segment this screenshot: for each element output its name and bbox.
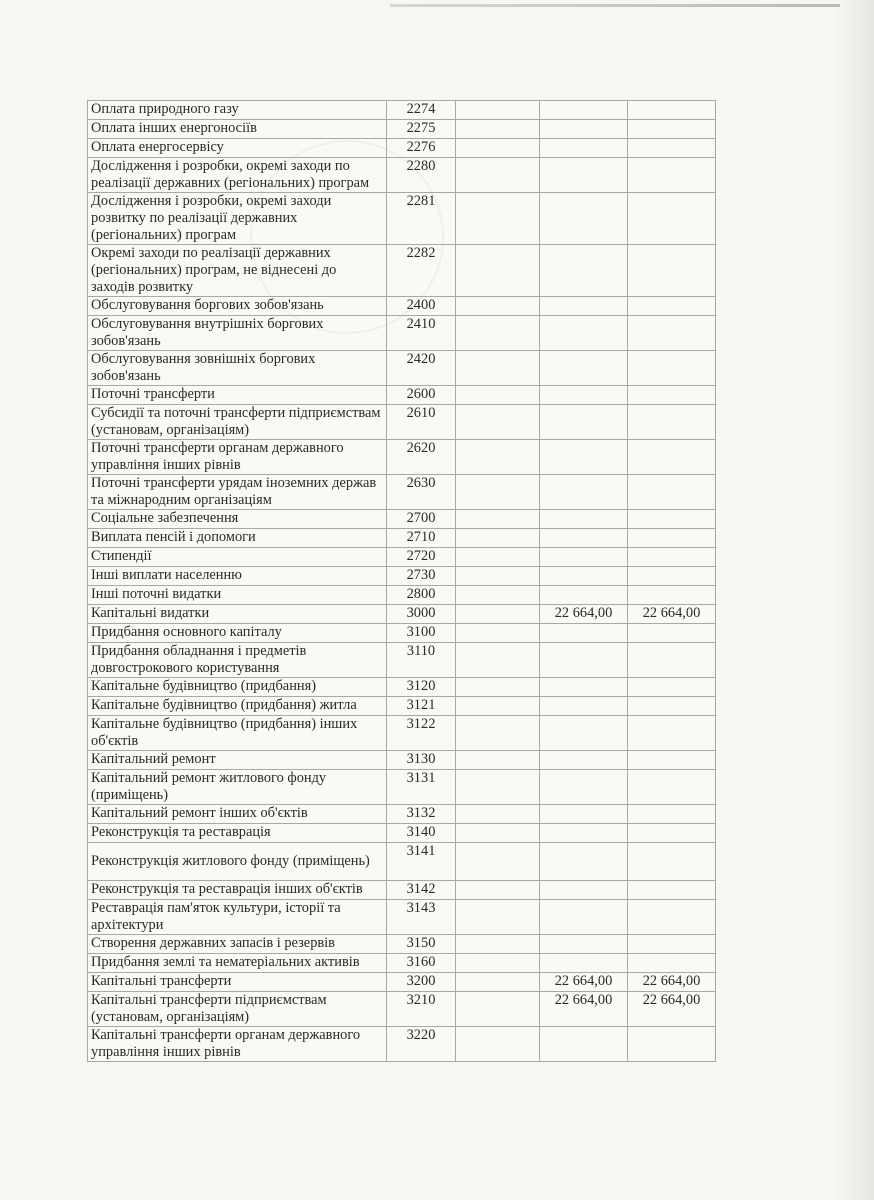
row-value-cell-3 — [628, 586, 716, 605]
row-name-cell: Придбання обладнання і предметів довгострокового користування — [88, 643, 387, 678]
row-code-cell: 2282 — [387, 245, 456, 297]
row-name-cell: Дослідження і розробки, окремі заходи по реалізації державних (регіональних) програм — [88, 158, 387, 193]
row-value-cell-2 — [540, 1027, 628, 1062]
row-value-cell-3 — [628, 881, 716, 900]
table-row — [88, 751, 716, 770]
table-row — [88, 770, 716, 805]
row-value-cell-1 — [456, 548, 540, 567]
table-row — [88, 935, 716, 954]
row-name-cell: Стипендії — [88, 548, 387, 567]
row-value-cell-2 — [540, 770, 628, 805]
row-name-cell: Обслуговування боргових зобов'язань — [88, 297, 387, 316]
row-value-cell-3 — [628, 139, 716, 158]
row-value-cell-3: 22 664,00 — [628, 992, 716, 1027]
row-name-cell: Інші поточні видатки — [88, 586, 387, 605]
table-row — [88, 900, 716, 935]
table-row — [88, 1027, 716, 1062]
row-value-cell-2: 22 664,00 — [540, 973, 628, 992]
row-name-cell: Поточні трансферти урядам іноземних держав та міжнародним організаціям — [88, 475, 387, 510]
row-value-cell-3 — [628, 475, 716, 510]
row-value-cell-2 — [540, 843, 628, 881]
row-name-cell: Придбання основного капіталу — [88, 624, 387, 643]
row-code-cell: 2276 — [387, 139, 456, 158]
table-row — [88, 843, 716, 881]
row-value-cell-1 — [456, 954, 540, 973]
table-row — [88, 297, 716, 316]
row-code-cell: 2280 — [387, 158, 456, 193]
row-value-cell-1 — [456, 386, 540, 405]
row-name-cell: Дослідження і розробки, окремі заходи розвитку по реалізації державних (регіональних) програм — [88, 193, 387, 245]
row-value-cell-1 — [456, 643, 540, 678]
table-row — [88, 567, 716, 586]
row-value-cell-3 — [628, 316, 716, 351]
table-row — [88, 954, 716, 973]
row-value-cell-2 — [540, 900, 628, 935]
row-value-cell-2 — [540, 678, 628, 697]
row-code-cell: 2720 — [387, 548, 456, 567]
table-row — [88, 120, 716, 139]
row-value-cell-2 — [540, 586, 628, 605]
row-value-cell-3 — [628, 193, 716, 245]
row-name-cell: Реконструкція житлового фонду (приміщень) — [88, 843, 387, 881]
row-value-cell-2 — [540, 405, 628, 440]
row-value-cell-3 — [628, 900, 716, 935]
row-value-cell-1 — [456, 805, 540, 824]
row-value-cell-2 — [540, 297, 628, 316]
row-value-cell-1 — [456, 881, 540, 900]
row-value-cell-1 — [456, 716, 540, 751]
row-value-cell-1 — [456, 405, 540, 440]
row-value-cell-2: 22 664,00 — [540, 605, 628, 624]
table-row — [88, 440, 716, 475]
row-code-cell: 3132 — [387, 805, 456, 824]
row-name-cell: Капітальні трансферти органам державного управління інших рівнів — [88, 1027, 387, 1062]
row-name-cell: Капітальне будівництво (придбання) — [88, 678, 387, 697]
row-value-cell-3 — [628, 824, 716, 843]
row-code-cell: 2400 — [387, 297, 456, 316]
row-value-cell-3 — [628, 405, 716, 440]
row-code-cell: 2600 — [387, 386, 456, 405]
row-value-cell-2 — [540, 139, 628, 158]
row-value-cell-2 — [540, 101, 628, 120]
row-value-cell-2 — [540, 697, 628, 716]
row-name-cell: Обслуговування зовнішніх боргових зобов'язань — [88, 351, 387, 386]
row-value-cell-1 — [456, 567, 540, 586]
row-code-cell: 3121 — [387, 697, 456, 716]
row-value-cell-1 — [456, 529, 540, 548]
row-value-cell-2 — [540, 567, 628, 586]
row-code-cell: 2630 — [387, 475, 456, 510]
row-name-cell: Реконструкція та реставрація інших об'єктів — [88, 881, 387, 900]
row-value-cell-3 — [628, 567, 716, 586]
row-value-cell-1 — [456, 351, 540, 386]
row-value-cell-3 — [628, 120, 716, 139]
row-value-cell-1 — [456, 510, 540, 529]
row-value-cell-1 — [456, 297, 540, 316]
table-row — [88, 643, 716, 678]
row-value-cell-1 — [456, 605, 540, 624]
table-row — [88, 881, 716, 900]
row-value-cell-2 — [540, 440, 628, 475]
row-code-cell: 3220 — [387, 1027, 456, 1062]
row-name-cell: Оплата енергосервісу — [88, 139, 387, 158]
row-code-cell: 2700 — [387, 510, 456, 529]
row-value-cell-2 — [540, 935, 628, 954]
row-value-cell-1 — [456, 193, 540, 245]
row-value-cell-2 — [540, 529, 628, 548]
row-value-cell-1 — [456, 935, 540, 954]
row-value-cell-1 — [456, 1027, 540, 1062]
table-body — [88, 101, 716, 1062]
row-value-cell-3 — [628, 440, 716, 475]
table-row — [88, 529, 716, 548]
table-row — [88, 158, 716, 193]
row-value-cell-3 — [628, 529, 716, 548]
row-code-cell: 3140 — [387, 824, 456, 843]
table-row — [88, 316, 716, 351]
row-value-cell-1 — [456, 475, 540, 510]
row-value-cell-1 — [456, 770, 540, 805]
table-row — [88, 716, 716, 751]
row-value-cell-1 — [456, 316, 540, 351]
row-code-cell: 3120 — [387, 678, 456, 697]
row-value-cell-3 — [628, 386, 716, 405]
table-row — [88, 386, 716, 405]
row-name-cell: Придбання землі та нематеріальних активів — [88, 954, 387, 973]
table-row — [88, 101, 716, 120]
row-code-cell: 2710 — [387, 529, 456, 548]
row-value-cell-2 — [540, 510, 628, 529]
row-code-cell: 3122 — [387, 716, 456, 751]
row-value-cell-1 — [456, 624, 540, 643]
row-value-cell-1 — [456, 139, 540, 158]
row-name-cell: Капітальне будівництво (придбання) житла — [88, 697, 387, 716]
row-code-cell: 3143 — [387, 900, 456, 935]
row-value-cell-2 — [540, 475, 628, 510]
table-row — [88, 548, 716, 567]
table-row — [88, 697, 716, 716]
row-name-cell: Окремі заходи по реалізації державних (регіональних) програм, не віднесені до заходів розвитку — [88, 245, 387, 297]
table-row — [88, 586, 716, 605]
row-value-cell-1 — [456, 900, 540, 935]
row-value-cell-3 — [628, 678, 716, 697]
row-code-cell: 3110 — [387, 643, 456, 678]
table-row — [88, 678, 716, 697]
row-code-cell: 2730 — [387, 567, 456, 586]
table-row — [88, 805, 716, 824]
row-value-cell-2 — [540, 954, 628, 973]
row-value-cell-3 — [628, 297, 716, 316]
row-code-cell: 2800 — [387, 586, 456, 605]
row-value-cell-1 — [456, 101, 540, 120]
row-value-cell-3 — [628, 935, 716, 954]
table-row — [88, 624, 716, 643]
row-code-cell: 2410 — [387, 316, 456, 351]
row-value-cell-3 — [628, 643, 716, 678]
row-value-cell-2 — [540, 316, 628, 351]
row-value-cell-2: 22 664,00 — [540, 992, 628, 1027]
table-row — [88, 824, 716, 843]
row-value-cell-1 — [456, 158, 540, 193]
row-value-cell-3: 22 664,00 — [628, 605, 716, 624]
row-code-cell: 2420 — [387, 351, 456, 386]
table-row — [88, 351, 716, 386]
row-code-cell: 3142 — [387, 881, 456, 900]
row-name-cell: Капітальний ремонт інших об'єктів — [88, 805, 387, 824]
row-value-cell-1 — [456, 586, 540, 605]
row-value-cell-2 — [540, 351, 628, 386]
row-code-cell: 3200 — [387, 973, 456, 992]
row-code-cell: 2620 — [387, 440, 456, 475]
row-name-cell: Капітальний ремонт — [88, 751, 387, 770]
row-code-cell: 2274 — [387, 101, 456, 120]
table-row — [88, 405, 716, 440]
row-code-cell: 3100 — [387, 624, 456, 643]
row-value-cell-2 — [540, 386, 628, 405]
row-value-cell-1 — [456, 843, 540, 881]
row-value-cell-3 — [628, 245, 716, 297]
table-row — [88, 992, 716, 1027]
row-name-cell: Капітальне будівництво (придбання) інших об'єктів — [88, 716, 387, 751]
row-value-cell-1 — [456, 440, 540, 475]
table-row — [88, 973, 716, 992]
row-value-cell-2 — [540, 245, 628, 297]
row-code-cell: 2275 — [387, 120, 456, 139]
row-value-cell-2 — [540, 193, 628, 245]
table-row — [88, 475, 716, 510]
row-name-cell: Поточні трансферти органам державного управління інших рівнів — [88, 440, 387, 475]
table-row — [88, 139, 716, 158]
row-value-cell-3 — [628, 697, 716, 716]
row-name-cell: Субсидії та поточні трансферти підприємствам (установам, організаціям) — [88, 405, 387, 440]
row-value-cell-2 — [540, 643, 628, 678]
row-value-cell-2 — [540, 120, 628, 139]
row-value-cell-3 — [628, 843, 716, 881]
row-value-cell-2 — [540, 624, 628, 643]
row-name-cell: Соціальне забезпечення — [88, 510, 387, 529]
row-value-cell-3 — [628, 351, 716, 386]
row-code-cell: 2610 — [387, 405, 456, 440]
row-name-cell: Виплата пенсій і допомоги — [88, 529, 387, 548]
row-name-cell: Реставрація пам'яток культури, історії та архітектури — [88, 900, 387, 935]
row-value-cell-3 — [628, 805, 716, 824]
row-name-cell: Реконструкція та реставрація — [88, 824, 387, 843]
table-row — [88, 510, 716, 529]
row-value-cell-3 — [628, 751, 716, 770]
row-value-cell-2 — [540, 805, 628, 824]
row-name-cell: Капітальні трансферти підприємствам (установам, організаціям) — [88, 992, 387, 1027]
row-name-cell: Капітальні трансферти — [88, 973, 387, 992]
row-name-cell: Оплата природного газу — [88, 101, 387, 120]
row-name-cell: Створення державних запасів і резервів — [88, 935, 387, 954]
expenditure-table — [87, 100, 716, 1062]
row-value-cell-1 — [456, 697, 540, 716]
row-value-cell-2 — [540, 751, 628, 770]
row-value-cell-3 — [628, 716, 716, 751]
row-value-cell-2 — [540, 716, 628, 751]
row-code-cell: 3131 — [387, 770, 456, 805]
row-name-cell: Обслуговування внутрішніх боргових зобов'язань — [88, 316, 387, 351]
row-name-cell: Інші виплати населенню — [88, 567, 387, 586]
row-value-cell-2 — [540, 824, 628, 843]
row-value-cell-1 — [456, 824, 540, 843]
row-value-cell-2 — [540, 881, 628, 900]
row-value-cell-3 — [628, 158, 716, 193]
row-value-cell-1 — [456, 120, 540, 139]
row-value-cell-1 — [456, 678, 540, 697]
row-code-cell: 2281 — [387, 193, 456, 245]
row-code-cell: 3130 — [387, 751, 456, 770]
row-name-cell: Поточні трансферти — [88, 386, 387, 405]
row-name-cell: Оплата інших енергоносіїв — [88, 120, 387, 139]
row-value-cell-3 — [628, 954, 716, 973]
row-code-cell: 3160 — [387, 954, 456, 973]
row-value-cell-2 — [540, 158, 628, 193]
row-value-cell-3: 22 664,00 — [628, 973, 716, 992]
table-row — [88, 193, 716, 245]
row-name-cell: Капітальний ремонт житлового фонду (приміщень) — [88, 770, 387, 805]
row-value-cell-3 — [628, 1027, 716, 1062]
table-row — [88, 605, 716, 624]
page-edge-shadow — [834, 0, 874, 1200]
row-value-cell-1 — [456, 973, 540, 992]
row-value-cell-1 — [456, 992, 540, 1027]
row-value-cell-3 — [628, 624, 716, 643]
row-value-cell-3 — [628, 770, 716, 805]
row-value-cell-1 — [456, 245, 540, 297]
row-code-cell: 3000 — [387, 605, 456, 624]
row-value-cell-3 — [628, 510, 716, 529]
row-value-cell-1 — [456, 751, 540, 770]
row-value-cell-2 — [540, 548, 628, 567]
row-code-cell: 3141 — [387, 843, 456, 881]
scan-edge-mark — [390, 4, 840, 7]
row-value-cell-3 — [628, 101, 716, 120]
row-name-cell: Капітальні видатки — [88, 605, 387, 624]
table-row — [88, 245, 716, 297]
row-code-cell: 3150 — [387, 935, 456, 954]
row-value-cell-3 — [628, 548, 716, 567]
row-code-cell: 3210 — [387, 992, 456, 1027]
